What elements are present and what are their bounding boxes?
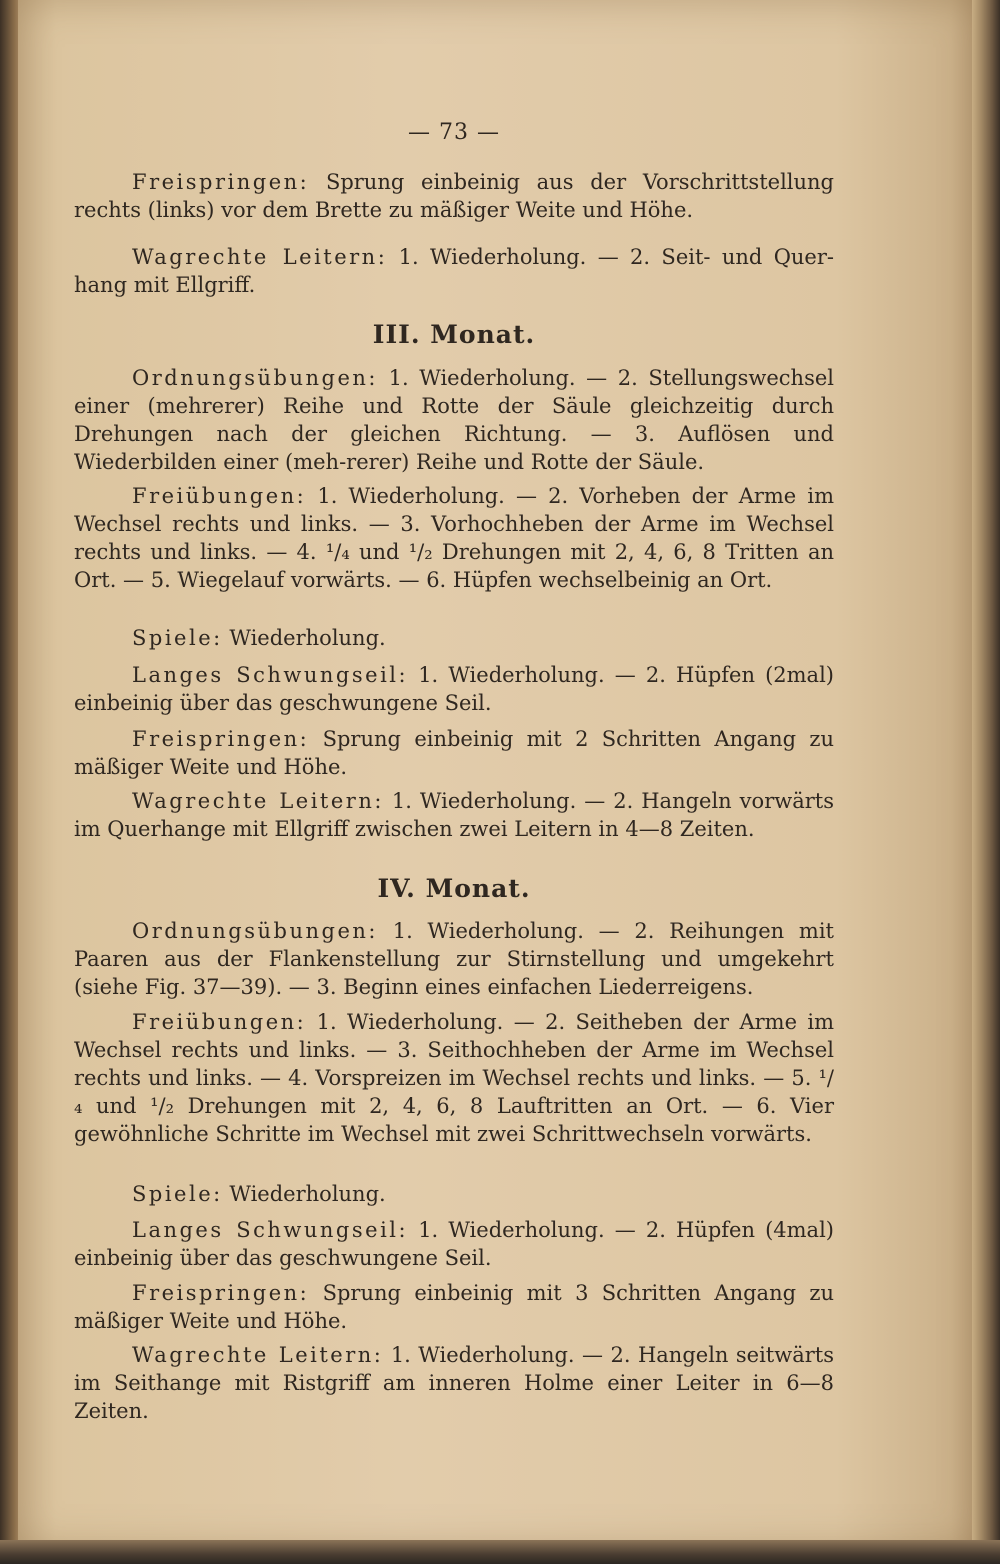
exercise-text: 1. Wiederholung. — 2. Hüpfen (4mal) einbeinig über das geschwungene Seil. [74, 1218, 834, 1270]
exercise-term: Spiele: [132, 626, 223, 650]
paragraph-schwungseil [74, 1216, 834, 1272]
paragraph-spiele [74, 1180, 834, 1208]
paragraph-freispringen [74, 168, 834, 224]
paragraph-wagrechte-leitern [74, 1341, 834, 1425]
paragraph-freispringen [74, 1279, 834, 1335]
exercise-text: 1. Wiederholung. — 2. Stellungswechsel einer (mehrerer) Reihe und Rotte der Säule gleichzeitig durch Drehungen nach der gleichen Richtung. — 3. Auflösen und Wiederbilden einer (meh-rerer) Reihe und Rotte der Säule. [74, 366, 834, 474]
exercise-text: 1. Wiederholung. — 2. Vorheben der Arme im Wechsel rechts und links. — 3. Vorhochheben der Arme im Wechsel rechts und links. — 4. ¹/₄ und ¹/₂ Drehungen mit 2, 4, 6, 8 Tritten an Ort. — 5. Wiegelauf vorwärts. — 6. Hüpfen wechselbeinig an Ort. [74, 484, 834, 592]
paragraph-wagrechte-leitern [74, 787, 834, 843]
exercise-term: Ordnungsübungen: [132, 919, 378, 943]
exercise-term: Langes Schwungseil: [132, 1218, 409, 1242]
exercise-text: 1. Wiederholung. — 2. Seitheben der Arme im Wechsel rechts und links. — 3. Seithochheben der Arme im Wechsel rechts und links. — 4. Vorspreizen im Wechsel rechts und links. — 5. ¹/₄ und ¹/₂ Drehungen mit 2, 4, 6, 8 Lauftritten an Ort. — 6. Vier gewöhnliche Schritte im Wechsel mit zwei Schrittwechseln vorwärts. [74, 1010, 834, 1146]
section-heading-month-4: IV. Monat. [377, 874, 531, 903]
exercise-text: 1. Wiederholung. — 2. Hüpfen (2mal) einbeinig über das geschwungene Seil. [74, 663, 834, 715]
exercise-term: Spiele: [132, 1182, 223, 1206]
exercise-text: 1. Wiederholung. — 2. Seit- und Quer-hang mit Ellgriff. [74, 245, 834, 297]
exercise-term: Wagrechte Leitern: [132, 789, 384, 813]
page-number: — 73 — [408, 120, 500, 145]
paragraph-ordnungsuebungen [74, 364, 834, 476]
paragraph-freispringen [74, 725, 834, 781]
exercise-term: Freiübungen: [132, 484, 307, 508]
exercise-text: 1. Wiederholung. — 2. Reihungen mit Paaren aus der Flankenstellung zur Stirnstellung und umgekehrt (siehe Fig. 37—39). — 3. Beginn eines einfachen Liederreigens. [74, 919, 834, 999]
paragraph-freiuebungen [74, 482, 834, 594]
exercise-term: Langes Schwungseil: [132, 663, 409, 687]
paragraph-schwungseil [74, 661, 834, 717]
exercise-text: Sprung einbeinig aus der Vorschrittstellung rechts (links) vor dem Brette zu mäßiger Weite und Höhe. [74, 170, 834, 222]
exercise-term: Ordnungsübungen: [132, 366, 378, 390]
exercise-text: 1. Wiederholung. — 2. Hangeln seitwärts im Seithange mit Ristgriff am inneren Holme einer Leiter in 6—8 Zeiten. [74, 1343, 834, 1423]
exercise-text: 1. Wiederholung. — 2. Hangeln vorwärts im Querhange mit Ellgriff zwischen zwei Leitern in 4—8 Zeiten. [74, 789, 834, 841]
paragraph-spiele [74, 624, 834, 652]
exercise-term: Freispringen: [132, 170, 310, 194]
exercise-term: Wagrechte Leitern: [132, 245, 388, 269]
exercise-term: Freispringen: [132, 1281, 310, 1305]
exercise-text: Sprung einbeinig mit 3 Schritten Angang zu mäßiger Weite und Höhe. [74, 1281, 834, 1333]
exercise-text: Sprung einbeinig mit 2 Schritten Angang zu mäßiger Weite und Höhe. [74, 727, 834, 779]
page-edge [972, 0, 1000, 1564]
page-bottom-edge [0, 1540, 1000, 1564]
exercise-text: Wiederholung. [222, 1182, 386, 1206]
paragraph-freiuebungen [74, 1008, 834, 1148]
exercise-term: Freiübungen: [132, 1010, 307, 1034]
paragraph-ordnungsuebungen [74, 917, 834, 1001]
section-heading-month-3: III. Monat. [372, 320, 536, 349]
paragraph-wagrechte-leitern [74, 243, 834, 299]
exercise-term: Wagrechte Leitern: [132, 1343, 384, 1367]
exercise-term: Freispringen: [132, 727, 310, 751]
exercise-text: Wiederholung. [222, 626, 386, 650]
